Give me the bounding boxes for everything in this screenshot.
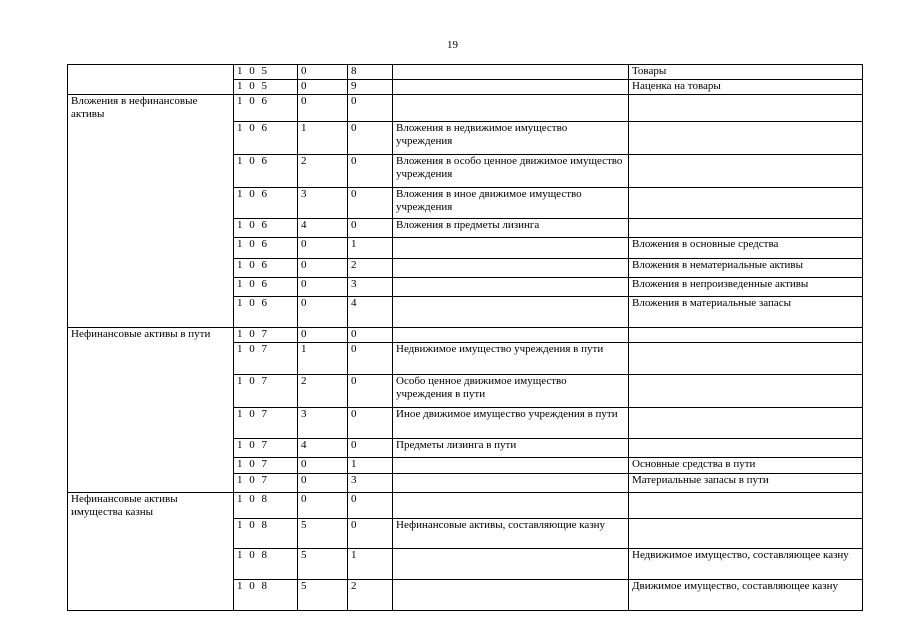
table-row [68,277,863,296]
analytic-digit-cell: 1 [348,457,393,473]
account-code-cell: 1 0 8 [234,580,298,611]
group-cell [68,80,234,95]
analytic-digit-cell: 0 [348,154,393,187]
analytic-digit-cell: 0 [348,342,393,374]
table-row [68,121,863,154]
kps-digit-cell: 2 [298,154,348,187]
accounts-table-body [68,65,863,611]
kps-digit-cell: 0 [298,237,348,258]
analytic-digit-cell: 4 [348,296,393,327]
table-row [68,473,863,492]
kps-digit-cell: 0 [298,80,348,95]
kps-digit-cell: 0 [298,95,348,122]
table-row [68,187,863,218]
analytic-digit-cell: 8 [348,65,393,80]
analytic-account-name-cell: Материальные запасы в пути [629,473,863,492]
account-code-cell: 1 0 6 [234,277,298,296]
table-row [68,80,863,95]
kps-digit-cell: 0 [298,65,348,80]
kps-digit-cell: 0 [298,492,348,519]
synthetic-account-name-cell [393,80,629,95]
synthetic-account-name-cell: Вложения в недвижимое имущество учреждения [393,121,629,154]
account-code-cell: 1 0 7 [234,457,298,473]
kps-digit-cell: 0 [298,457,348,473]
table-row [68,407,863,438]
group-cell [68,438,234,457]
account-code-cell: 1 0 6 [234,121,298,154]
synthetic-account-name-cell [393,65,629,80]
kps-digit-cell: 3 [298,407,348,438]
analytic-digit-cell: 0 [348,374,393,407]
analytic-digit-cell: 1 [348,549,393,580]
table-row [68,374,863,407]
group-cell [68,457,234,473]
account-code-cell: 1 0 7 [234,327,298,342]
group-cell [68,65,234,80]
group-cell: Нефинансовые активы имущества казны [68,492,234,519]
analytic-account-name-cell: Вложения в материальные запасы [629,296,863,327]
synthetic-account-name-cell: Особо ценное движимое имущество учреждения в пути [393,374,629,407]
analytic-digit-cell: 0 [348,187,393,218]
group-cell [68,407,234,438]
analytic-account-name-cell: Движимое имущество, составляющее казну [629,580,863,611]
account-code-cell: 1 0 5 [234,80,298,95]
table-row [68,580,863,611]
table-row [68,258,863,277]
account-code-cell: 1 0 6 [234,218,298,237]
synthetic-account-name-cell: Вложения в предметы лизинга [393,218,629,237]
kps-digit-cell: 5 [298,549,348,580]
group-cell [68,473,234,492]
group-cell [68,154,234,187]
kps-digit-cell: 1 [298,342,348,374]
analytic-digit-cell: 3 [348,473,393,492]
analytic-digit-cell: 0 [348,218,393,237]
analytic-digit-cell: 2 [348,258,393,277]
table-row [68,342,863,374]
group-cell [68,277,234,296]
table-row [68,65,863,80]
table-row [68,492,863,519]
account-code-cell: 1 0 5 [234,65,298,80]
kps-digit-cell: 3 [298,187,348,218]
account-code-cell: 1 0 6 [234,258,298,277]
group-cell [68,580,234,611]
page-number: 19 [447,39,458,51]
group-cell [68,519,234,549]
table-row [68,457,863,473]
analytic-account-name-cell: Недвижимое имущество, составляющее казну [629,549,863,580]
account-code-cell: 1 0 6 [234,237,298,258]
analytic-account-name-cell: Вложения в непроизведенные активы [629,277,863,296]
analytic-account-name-cell [629,121,863,154]
analytic-account-name-cell [629,438,863,457]
synthetic-account-name-cell: Нефинансовые активы, составляющие казну [393,519,629,549]
analytic-account-name-cell: Товары [629,65,863,80]
group-cell: Вложения в нефинансовые активы [68,95,234,122]
kps-digit-cell: 0 [298,258,348,277]
kps-digit-cell: 5 [298,519,348,549]
analytic-digit-cell: 2 [348,580,393,611]
kps-digit-cell: 0 [298,473,348,492]
synthetic-account-name-cell [393,492,629,519]
synthetic-account-name-cell [393,473,629,492]
account-code-cell: 1 0 6 [234,187,298,218]
group-cell [68,237,234,258]
account-code-cell: 1 0 7 [234,473,298,492]
account-code-cell: 1 0 8 [234,549,298,580]
analytic-account-name-cell [629,154,863,187]
account-code-cell: 1 0 6 [234,95,298,122]
analytic-digit-cell: 0 [348,95,393,122]
group-cell [68,342,234,374]
accounts-table [67,64,863,611]
analytic-account-name-cell [629,519,863,549]
kps-digit-cell: 0 [298,277,348,296]
synthetic-account-name-cell [393,580,629,611]
analytic-digit-cell: 9 [348,80,393,95]
table-row [68,154,863,187]
analytic-account-name-cell [629,492,863,519]
analytic-digit-cell: 1 [348,237,393,258]
analytic-account-name-cell [629,327,863,342]
group-cell [68,296,234,327]
kps-digit-cell: 4 [298,438,348,457]
analytic-account-name-cell: Основные средства в пути [629,457,863,473]
account-code-cell: 1 0 8 [234,492,298,519]
table-row [68,327,863,342]
group-cell [68,374,234,407]
analytic-account-name-cell [629,374,863,407]
synthetic-account-name-cell: Вложения в иное движимое имущество учреждения [393,187,629,218]
group-cell [68,549,234,580]
account-code-cell: 1 0 7 [234,438,298,457]
table-row [68,237,863,258]
account-code-cell: 1 0 7 [234,407,298,438]
synthetic-account-name-cell [393,457,629,473]
group-cell [68,121,234,154]
kps-digit-cell: 4 [298,218,348,237]
analytic-digit-cell: 0 [348,407,393,438]
synthetic-account-name-cell [393,549,629,580]
kps-digit-cell: 2 [298,374,348,407]
analytic-digit-cell: 0 [348,492,393,519]
analytic-digit-cell: 0 [348,438,393,457]
synthetic-account-name-cell [393,277,629,296]
kps-digit-cell: 5 [298,580,348,611]
synthetic-account-name-cell: Недвижимое имущество учреждения в пути [393,342,629,374]
analytic-account-name-cell [629,187,863,218]
synthetic-account-name-cell [393,95,629,122]
synthetic-account-name-cell: Предметы лизинга в пути [393,438,629,457]
account-code-cell: 1 0 7 [234,342,298,374]
group-cell [68,187,234,218]
synthetic-account-name-cell [393,258,629,277]
analytic-account-name-cell [629,342,863,374]
table-row [68,95,863,122]
table-row [68,218,863,237]
account-code-cell: 1 0 8 [234,519,298,549]
group-cell: Нефинансовые активы в пути [68,327,234,342]
analytic-account-name-cell [629,218,863,237]
account-code-cell: 1 0 7 [234,374,298,407]
analytic-account-name-cell: Вложения в основные средства [629,237,863,258]
kps-digit-cell: 0 [298,327,348,342]
table-row [68,438,863,457]
analytic-digit-cell: 0 [348,327,393,342]
table-row [68,519,863,549]
synthetic-account-name-cell [393,237,629,258]
analytic-digit-cell: 3 [348,277,393,296]
table-row [68,549,863,580]
analytic-digit-cell: 0 [348,519,393,549]
group-cell [68,218,234,237]
synthetic-account-name-cell [393,327,629,342]
analytic-account-name-cell: Вложения в нематериальные активы [629,258,863,277]
synthetic-account-name-cell: Вложения в особо ценное движимое имущество учреждения [393,154,629,187]
kps-digit-cell: 0 [298,296,348,327]
synthetic-account-name-cell [393,296,629,327]
analytic-account-name-cell [629,407,863,438]
account-code-cell: 1 0 6 [234,154,298,187]
analytic-account-name-cell [629,95,863,122]
account-code-cell: 1 0 6 [234,296,298,327]
analytic-account-name-cell: Наценка на товары [629,80,863,95]
synthetic-account-name-cell: Иное движимое имущество учреждения в пути [393,407,629,438]
kps-digit-cell: 1 [298,121,348,154]
table-row [68,296,863,327]
analytic-digit-cell: 0 [348,121,393,154]
group-cell [68,258,234,277]
